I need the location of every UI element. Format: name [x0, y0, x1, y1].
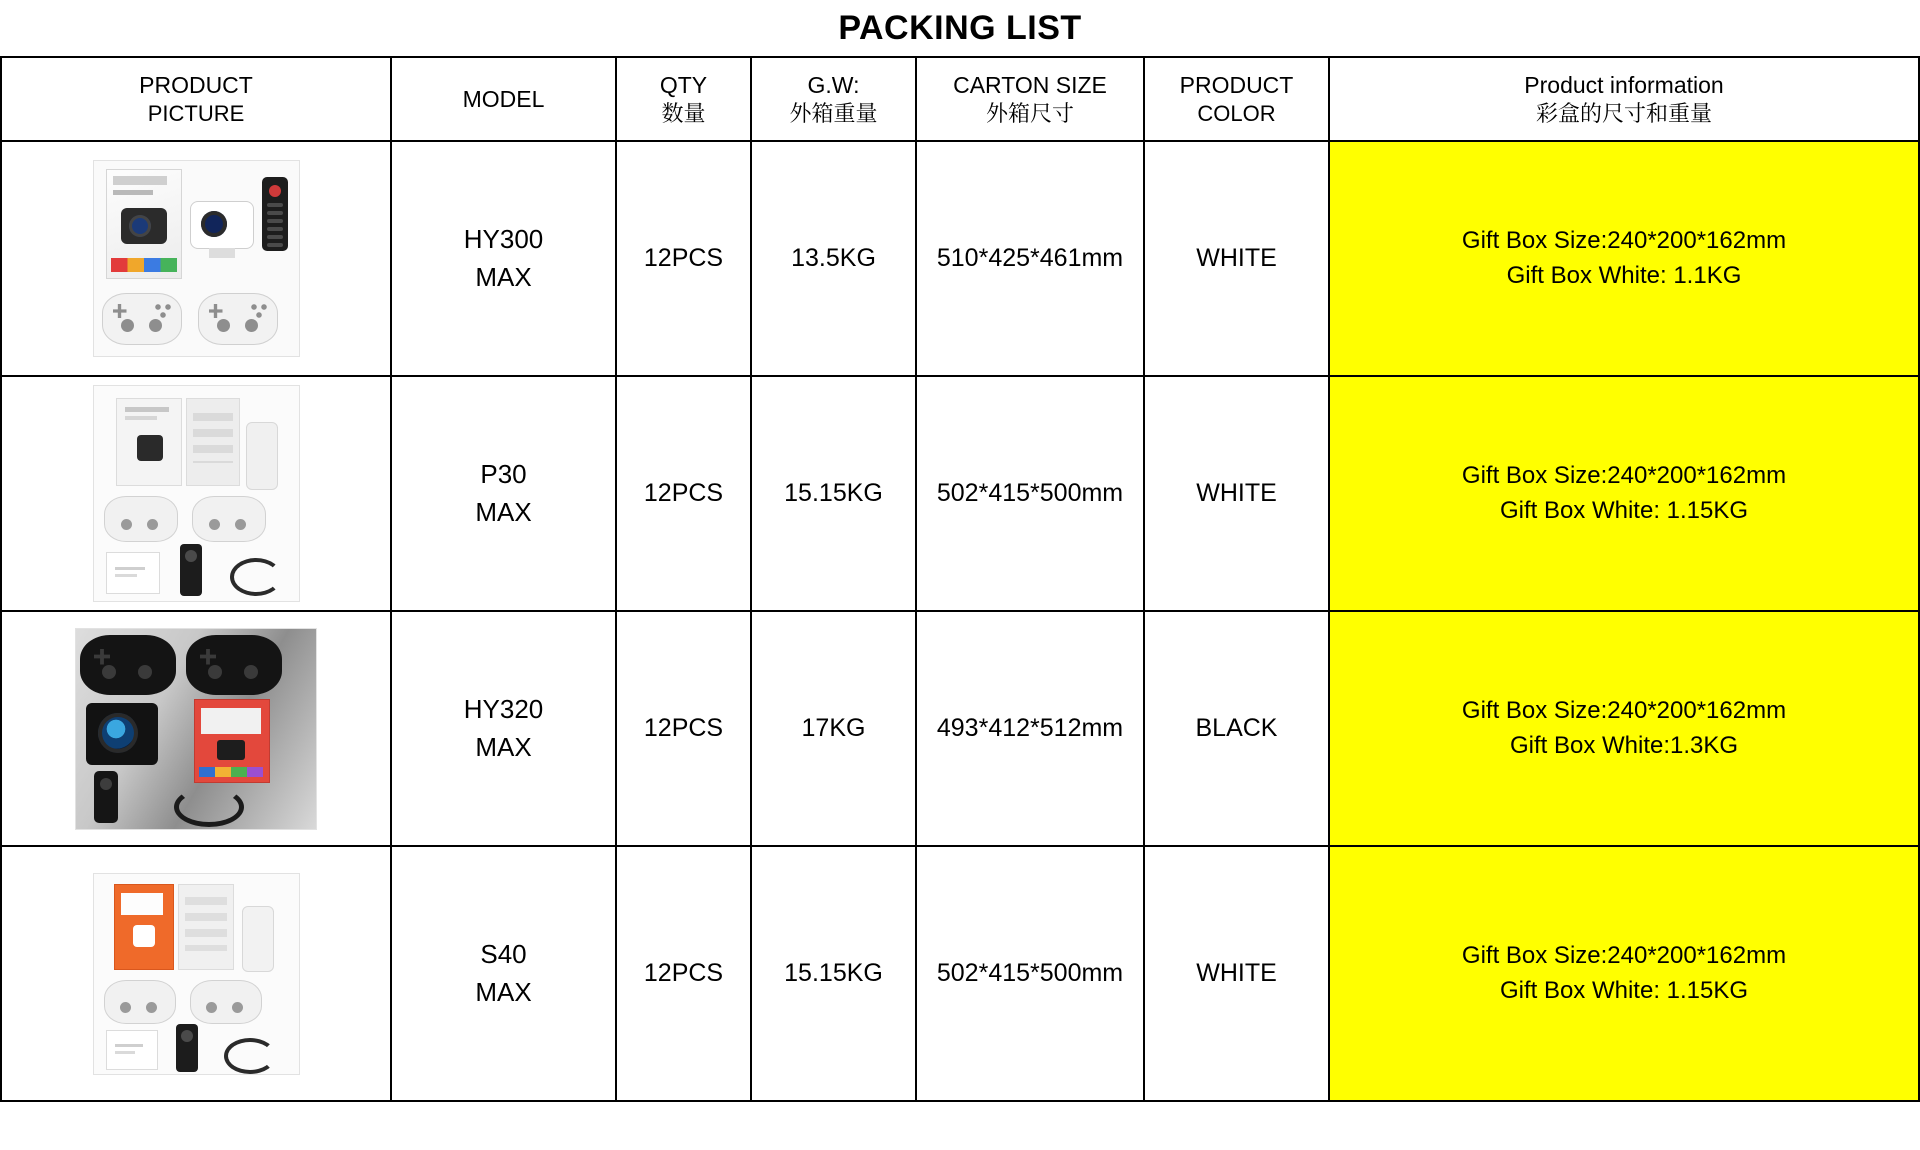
model-cell — [391, 141, 616, 376]
qty-cell: 12PCS — [616, 846, 751, 1101]
table-row — [1, 846, 1919, 1101]
product-information-cell — [1329, 611, 1919, 846]
carton-size-cell: 493*412*512mm — [916, 611, 1144, 846]
remote-control-graphic — [180, 544, 202, 596]
manual-graphic — [106, 1030, 158, 1070]
header-model — [391, 57, 616, 141]
header-product-picture-line1: PRODUCT — [139, 71, 253, 98]
gamepad-graphic-right — [186, 635, 282, 695]
header-product-information-cn: 彩盒的尺寸和重量 — [1535, 100, 1712, 126]
header-product-color-line1: PRODUCT — [1179, 71, 1294, 98]
product-picture-cell — [1, 141, 391, 376]
header-product-color — [1144, 57, 1329, 141]
gift-box-weight-text: Gift Box White: 1.15KG — [1499, 496, 1749, 524]
product-information-cell — [1329, 846, 1919, 1101]
qty-cell: 12PCS — [616, 611, 751, 846]
accessory-box-graphic — [178, 884, 234, 970]
header-model-label: MODEL — [462, 85, 545, 112]
header-product-picture-line2: PICTURE — [147, 100, 245, 126]
header-qty — [616, 57, 751, 141]
product-color-cell: BLACK — [1144, 611, 1329, 846]
gross-weight-cell: 17KG — [751, 611, 916, 846]
header-product-color-line2: COLOR — [1197, 100, 1276, 126]
gift-box-size-text: Gift Box Size:240*200*162mm — [1461, 461, 1787, 489]
hy300-max-product-photo — [93, 160, 300, 357]
header-carton-size-label: CARTON SIZE — [953, 71, 1107, 98]
header-gross-weight-label: G.W: — [807, 71, 860, 98]
gift-box-size-text: Gift Box Size:240*200*162mm — [1461, 226, 1787, 254]
gamepad-graphic-right — [192, 496, 266, 542]
carton-size-cell: 502*415*500mm — [916, 376, 1144, 611]
header-product-information-label: Product information — [1524, 71, 1724, 98]
page-title: PACKING LIST — [838, 8, 1082, 47]
hy320-max-product-photo — [75, 628, 317, 830]
product-color-cell: WHITE — [1144, 376, 1329, 611]
speaker-graphic — [242, 906, 274, 972]
gift-box-weight-text: Gift Box White:1.3KG — [1509, 731, 1739, 759]
p30-max-product-photo — [93, 385, 300, 602]
model-line-2: MAX — [475, 496, 532, 527]
accessory-box-graphic — [186, 398, 240, 486]
gamepad-graphic-left — [104, 980, 176, 1024]
cable-graphic — [224, 1038, 276, 1074]
header-gross-weight — [751, 57, 916, 141]
speaker-graphic — [246, 422, 278, 490]
model-line-1: HY300 — [463, 223, 544, 254]
gift-box-graphic — [116, 398, 182, 486]
product-photo-container — [2, 385, 390, 602]
gamepad-graphic-left — [104, 496, 178, 542]
model-line-1: S40 — [480, 938, 527, 969]
document-title-row — [0, 0, 1920, 56]
gift-box-size-text: Gift Box Size:240*200*162mm — [1461, 941, 1787, 969]
gift-box-weight-text: Gift Box White: 1.1KG — [1506, 261, 1742, 289]
product-photo-container — [2, 873, 390, 1075]
table-row — [1, 611, 1919, 846]
product-photo-container — [2, 160, 390, 357]
gamepad-graphic-right — [190, 980, 262, 1024]
table-body — [1, 141, 1919, 1101]
carton-size-cell: 510*425*461mm — [916, 141, 1144, 376]
gamepad-graphic-left — [80, 635, 176, 695]
gift-box-graphic — [114, 884, 174, 970]
gift-box-graphic — [194, 699, 270, 783]
gross-weight-cell: 15.15KG — [751, 376, 916, 611]
model-cell — [391, 846, 616, 1101]
header-carton-size-cn: 外箱尺寸 — [985, 100, 1074, 126]
product-picture-cell — [1, 376, 391, 611]
remote-control-graphic — [176, 1024, 198, 1072]
header-qty-cn: 数量 — [661, 100, 706, 126]
product-information-cell — [1329, 376, 1919, 611]
gift-box-size-text: Gift Box Size:240*200*162mm — [1461, 696, 1787, 724]
model-line-1: HY320 — [463, 693, 544, 724]
header-carton-size — [916, 57, 1144, 141]
table-row — [1, 376, 1919, 611]
carton-size-cell: 502*415*500mm — [916, 846, 1144, 1101]
product-photo-container — [2, 628, 390, 830]
qty-cell: 12PCS — [616, 376, 751, 611]
model-line-2: MAX — [475, 261, 532, 292]
product-information-cell — [1329, 141, 1919, 376]
projector-graphic — [86, 703, 158, 765]
table-header — [1, 57, 1919, 141]
table-row — [1, 141, 1919, 376]
table-header-row — [1, 57, 1919, 141]
header-product-information — [1329, 57, 1919, 141]
product-picture-cell — [1, 611, 391, 846]
packing-list-table — [0, 56, 1920, 1102]
header-gross-weight-cn: 外箱重量 — [789, 100, 878, 126]
model-line-1: P30 — [480, 458, 527, 489]
qty-cell: 12PCS — [616, 141, 751, 376]
gamepad-graphic-left — [102, 293, 182, 345]
model-cell — [391, 376, 616, 611]
model-line-2: MAX — [475, 976, 532, 1007]
manual-graphic — [106, 552, 160, 594]
projector-graphic — [190, 201, 254, 249]
gift-box-weight-text: Gift Box White: 1.15KG — [1499, 976, 1749, 1004]
model-cell — [391, 611, 616, 846]
gross-weight-cell: 15.15KG — [751, 846, 916, 1101]
cable-graphic — [230, 558, 282, 596]
remote-control-graphic — [94, 771, 118, 823]
gift-box-graphic — [106, 169, 182, 279]
cable-graphic — [174, 787, 244, 827]
model-line-2: MAX — [475, 731, 532, 762]
header-qty-label: QTY — [659, 71, 708, 98]
remote-control-graphic — [262, 177, 288, 251]
header-product-picture — [1, 57, 391, 141]
product-color-cell: WHITE — [1144, 846, 1329, 1101]
product-picture-cell — [1, 846, 391, 1101]
product-color-cell: WHITE — [1144, 141, 1329, 376]
gross-weight-cell: 13.5KG — [751, 141, 916, 376]
gamepad-graphic-right — [198, 293, 278, 345]
s40-max-product-photo — [93, 873, 300, 1075]
